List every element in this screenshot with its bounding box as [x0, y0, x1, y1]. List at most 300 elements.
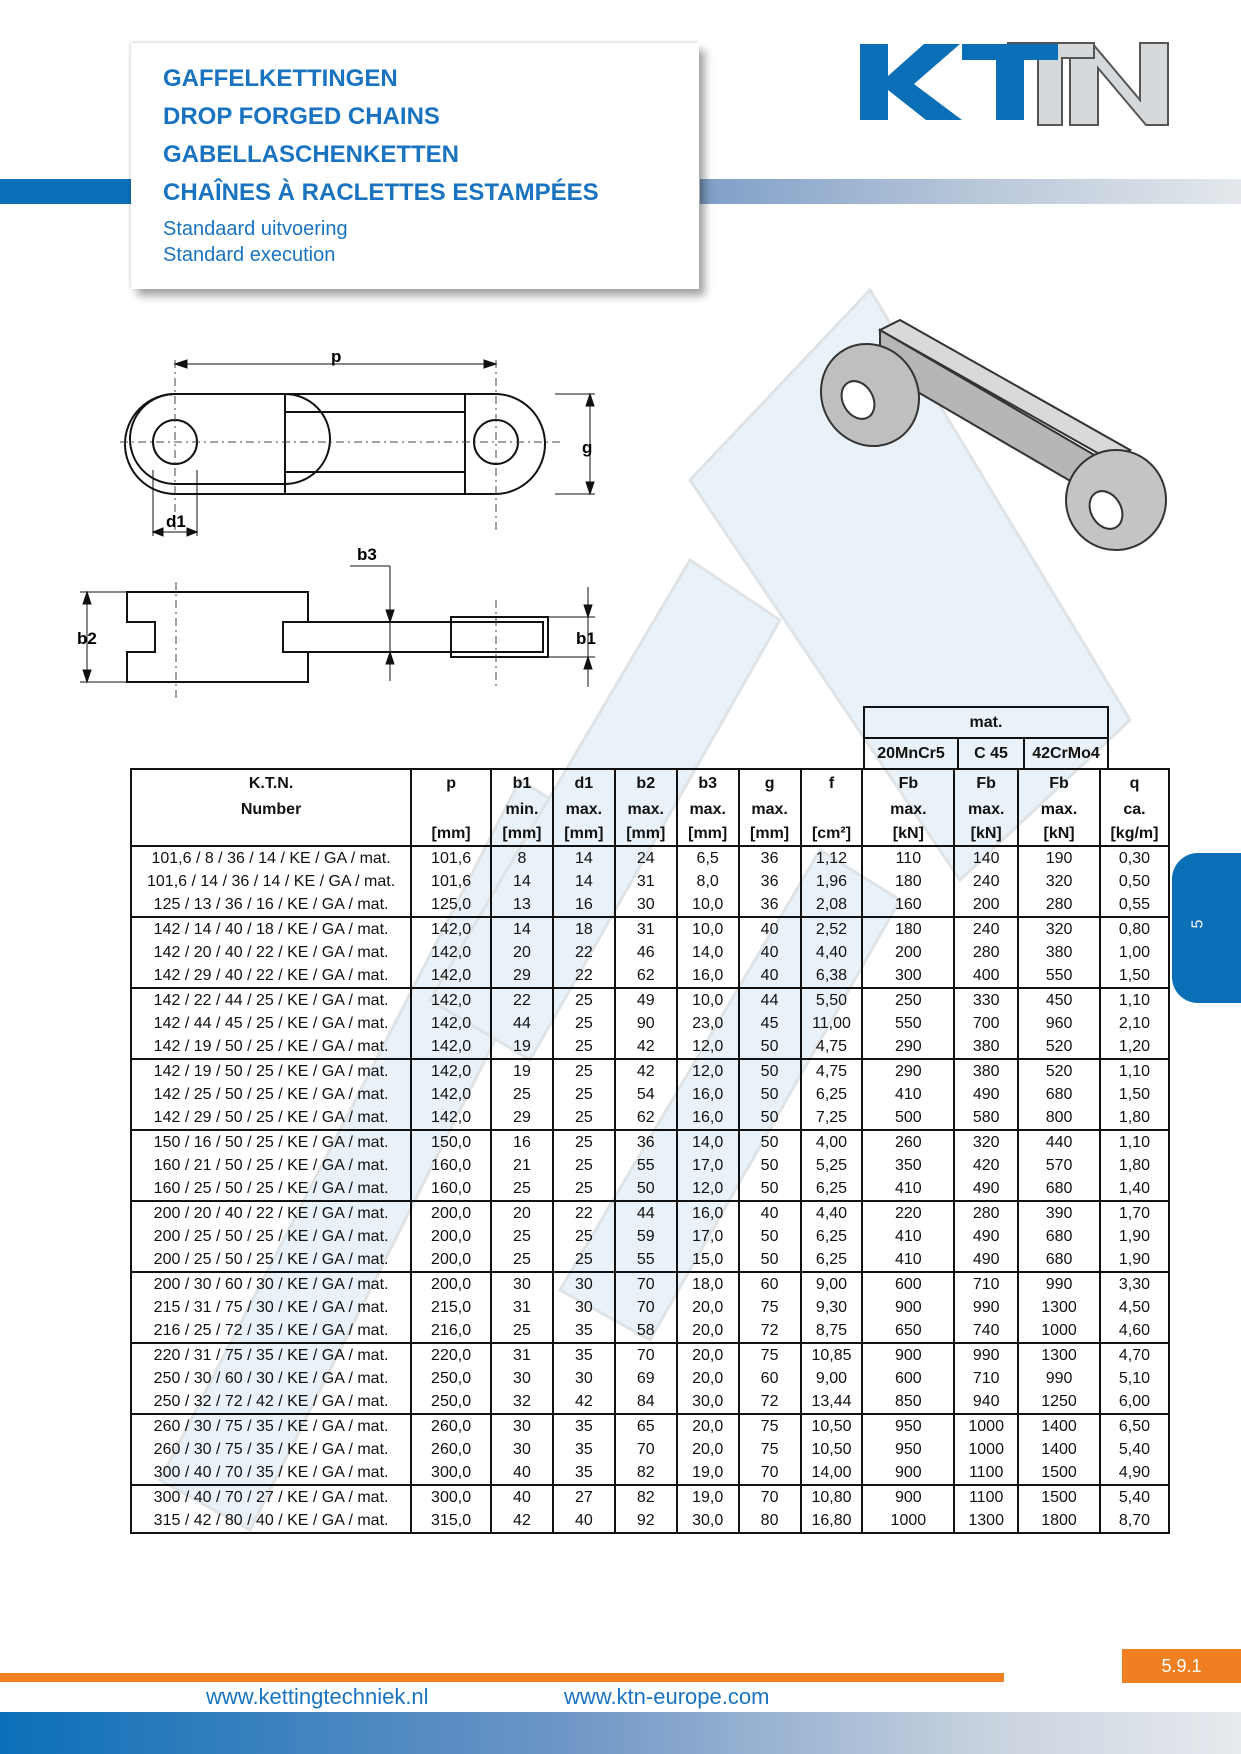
table-cell: 44: [615, 1201, 677, 1225]
table-cell: 250,0: [411, 1367, 491, 1390]
table-cell: 4,75: [801, 1035, 863, 1059]
table-cell: 580: [954, 1106, 1018, 1130]
table-cell: 900: [862, 1485, 954, 1509]
table-cell: 990: [954, 1343, 1018, 1367]
table-cell: 250 / 32 / 72 / 42 / KE / GA / mat.: [131, 1390, 411, 1414]
table-cell: 36: [615, 1130, 677, 1154]
table-cell: 50: [739, 1154, 801, 1177]
table-row: [131, 1248, 1169, 1272]
table-cell: 250,0: [411, 1390, 491, 1414]
table-cell: 70: [615, 1296, 677, 1319]
table-cell: 1300: [1018, 1296, 1100, 1319]
table-cell: 700: [954, 1012, 1018, 1035]
table-cell: 1100: [954, 1485, 1018, 1509]
column-header: f: [801, 769, 863, 797]
table-cell: 30: [491, 1272, 553, 1296]
table-cell: 25: [553, 1106, 615, 1130]
table-cell: 3,30: [1100, 1272, 1169, 1296]
table-cell: 44: [739, 988, 801, 1012]
table-cell: 1000: [862, 1509, 954, 1533]
table-cell: 70: [615, 1343, 677, 1367]
table-cell: 32: [491, 1390, 553, 1414]
table-cell: 200 / 30 / 60 / 30 / KE / GA / mat.: [153, 1276, 389, 1293]
table-cell: 680: [1018, 1248, 1100, 1272]
table-cell: 160,0: [411, 1154, 491, 1177]
table-cell: 62: [615, 964, 677, 988]
table-cell: 1000: [954, 1414, 1018, 1438]
table-cell: 62: [615, 1106, 677, 1130]
table-cell: 5,50: [801, 988, 863, 1012]
table-cell: 14: [553, 870, 615, 893]
table-cell: 200: [862, 941, 954, 964]
label-d1: d1: [166, 512, 186, 531]
table-cell: 1,80: [1100, 1106, 1169, 1130]
table-cell: 490: [954, 1248, 1018, 1272]
table-cell: 13,44: [801, 1390, 863, 1414]
table-cell: 20,0: [677, 1319, 739, 1343]
table-cell: 55: [615, 1154, 677, 1177]
table-cell: 25: [553, 1248, 615, 1272]
table-cell: 220: [862, 1201, 954, 1225]
table-cell: 16,0: [677, 1106, 739, 1130]
table-cell: 8: [491, 846, 553, 870]
table-cell: 29: [491, 1106, 553, 1130]
column-header: [mm]: [677, 821, 739, 846]
table-cell: 142,0: [411, 988, 491, 1012]
table-cell: 142,0: [411, 917, 491, 941]
column-header: [kN]: [1018, 821, 1100, 846]
table-cell: 30: [491, 1414, 553, 1438]
table-cell: 1,12: [801, 846, 863, 870]
table-cell: 50: [739, 1248, 801, 1272]
table-cell: 142 / 29 / 50 / 25 / KE / GA / mat.: [131, 1106, 411, 1130]
table-cell: 29: [491, 964, 553, 988]
table-cell: 710: [954, 1367, 1018, 1390]
table-cell: 20,0: [677, 1414, 739, 1438]
table-cell: 216 / 25 / 72 / 35 / KE / GA / mat.: [131, 1319, 411, 1343]
table-cell: 19,0: [677, 1485, 739, 1509]
footer-orange-line: [0, 1673, 1004, 1682]
table-cell: 18,0: [677, 1272, 739, 1296]
column-header: [mm]: [739, 821, 801, 846]
table-cell: 160 / 21 / 50 / 25 / KE / GA / mat.: [153, 1157, 389, 1174]
table-cell: 6,25: [801, 1225, 863, 1248]
table-row: [131, 988, 1169, 1012]
table-cell: 142,0: [411, 1106, 491, 1130]
table-cell: 2,08: [801, 893, 863, 917]
table-cell: 5,25: [801, 1154, 863, 1177]
table-cell: 550: [1018, 964, 1100, 988]
table-cell: 50: [739, 1083, 801, 1106]
table-row: [131, 1035, 1169, 1059]
table-cell: 24: [615, 846, 677, 870]
table-cell: 9,00: [801, 1272, 863, 1296]
table-cell: 45: [739, 1012, 801, 1035]
table-cell: 42: [615, 1059, 677, 1083]
table-cell: 200,0: [411, 1248, 491, 1272]
table-row: [131, 964, 1169, 988]
label-p: p: [331, 347, 342, 366]
table-cell: 30: [491, 1367, 553, 1390]
table-cell: 1500: [1018, 1485, 1100, 1509]
table-cell: 11,00: [801, 1012, 863, 1035]
table-cell: 25: [553, 1225, 615, 1248]
table-cell: 14,0: [677, 1130, 739, 1154]
table-cell: 1300: [954, 1509, 1018, 1533]
table-cell: 6,25: [801, 1083, 863, 1106]
table-cell: 36: [739, 893, 801, 917]
table-cell: 8,75: [801, 1319, 863, 1343]
table-cell: 2,10: [1100, 1012, 1169, 1035]
table-cell: 19,0: [677, 1461, 739, 1485]
table-cell: 2,52: [801, 917, 863, 941]
table-cell: 160: [862, 893, 954, 917]
table-cell: 30: [491, 1438, 553, 1461]
table-cell: 14: [553, 846, 615, 870]
table-cell: 680: [1018, 1177, 1100, 1201]
table-cell: 101,6: [411, 846, 491, 870]
page-number: 5.9.1: [1122, 1649, 1241, 1683]
column-header: [kg/m]: [1100, 821, 1169, 846]
table-cell: 300 / 40 / 70 / 35 / KE / GA / mat.: [131, 1461, 411, 1485]
column-header: b1: [491, 769, 553, 797]
table-cell: 40: [739, 964, 801, 988]
table-cell: 216,0: [411, 1319, 491, 1343]
table-cell: 1,20: [1100, 1035, 1169, 1059]
table-cell: 142 / 20 / 40 / 22 / KE / GA / mat.: [153, 944, 389, 961]
table-cell: 20,0: [677, 1343, 739, 1367]
table-cell: 25: [553, 1177, 615, 1201]
table-cell: 1500: [1018, 1461, 1100, 1485]
table-row: [131, 1296, 1169, 1319]
column-header: max.: [954, 797, 1018, 821]
table-row: [131, 1106, 1169, 1130]
column-header: g: [739, 769, 801, 797]
table-cell: 40: [491, 1485, 553, 1509]
table-cell: 25: [553, 1012, 615, 1035]
table-cell: 180: [862, 870, 954, 893]
table-cell: 650: [862, 1319, 954, 1343]
table-cell: 30: [615, 893, 677, 917]
table-cell: 75: [739, 1414, 801, 1438]
table-cell: 1,10: [1100, 1130, 1169, 1154]
table-cell: 55: [615, 1248, 677, 1272]
table-cell: 49: [615, 988, 677, 1012]
table-cell: 35: [553, 1319, 615, 1343]
column-header: [411, 797, 491, 821]
table-cell: 142,0: [411, 941, 491, 964]
table-cell: 21: [491, 1154, 553, 1177]
table-row: [131, 1272, 1169, 1296]
table-cell: 280: [1018, 893, 1100, 917]
table-cell: 84: [615, 1390, 677, 1414]
table-cell: 4,70: [1100, 1343, 1169, 1367]
table-cell: 600: [862, 1367, 954, 1390]
chain-link-drawing: [0, 0, 1241, 700]
table-cell: 60: [739, 1272, 801, 1296]
table-cell: 1250: [1018, 1390, 1100, 1414]
column-header: Fb: [862, 769, 954, 797]
column-header: [kN]: [954, 821, 1018, 846]
table-row: [131, 1225, 1169, 1248]
url-kettingtechniek[interactable]: www.kettingtechniek.nl: [206, 1684, 429, 1709]
table-cell: 25: [553, 1035, 615, 1059]
table-cell: 101,6: [411, 870, 491, 893]
table-cell: 4,90: [1100, 1461, 1169, 1485]
table-cell: 1000: [954, 1438, 1018, 1461]
table-cell: 12,0: [677, 1035, 739, 1059]
table-cell: 20,0: [677, 1438, 739, 1461]
table-cell: 50: [739, 1225, 801, 1248]
table-cell: 25: [553, 1130, 615, 1154]
table-cell: 60: [739, 1367, 801, 1390]
table-cell: 50: [739, 1130, 801, 1154]
table-cell: 58: [615, 1319, 677, 1343]
column-header: [cm²]: [801, 821, 863, 846]
table-cell: 220,0: [411, 1343, 491, 1367]
column-header: b2: [615, 769, 677, 797]
table-row: [131, 941, 1169, 964]
label-b1: b1: [576, 629, 596, 648]
table-cell: 70: [615, 1438, 677, 1461]
table-cell: 59: [615, 1225, 677, 1248]
table-cell: 142 / 19 / 50 / 25 / KE / GA / mat.: [153, 1063, 389, 1080]
table-row: [131, 1130, 1169, 1154]
table-row: [131, 1438, 1169, 1461]
table-cell: 990: [1018, 1367, 1100, 1390]
table-cell: 25: [553, 1083, 615, 1106]
table-cell: 5,10: [1100, 1367, 1169, 1390]
table-cell: 10,50: [801, 1438, 863, 1461]
table-cell: 20,0: [677, 1296, 739, 1319]
table-cell: 300,0: [411, 1461, 491, 1485]
table-cell: 35: [553, 1414, 615, 1438]
column-header: p: [411, 769, 491, 797]
url-ktn-europe[interactable]: www.ktn-europe.com: [564, 1684, 770, 1709]
table-cell: 300 / 40 / 70 / 27 / KE / GA / mat.: [153, 1489, 389, 1506]
table-cell: 900: [862, 1296, 954, 1319]
table-cell: 25: [491, 1083, 553, 1106]
table-cell: 12,0: [677, 1059, 739, 1083]
table-cell: 250: [862, 988, 954, 1012]
table-cell: 18: [553, 917, 615, 941]
table-cell: 680: [1018, 1225, 1100, 1248]
table-cell: 200 / 25 / 50 / 25 / KE / GA / mat.: [131, 1248, 411, 1272]
table-cell: 25: [553, 988, 615, 1012]
table-cell: 1,00: [1100, 941, 1169, 964]
column-header: ca.: [1100, 797, 1169, 821]
table-cell: 190: [1018, 846, 1100, 870]
table-cell: 4,50: [1100, 1296, 1169, 1319]
table-cell: 72: [739, 1319, 801, 1343]
table-cell: 490: [954, 1177, 1018, 1201]
table-cell: 4,40: [801, 941, 863, 964]
table-cell: 300: [862, 964, 954, 988]
table-cell: 142 / 44 / 45 / 25 / KE / GA / mat.: [153, 1015, 389, 1032]
table-cell: 490: [954, 1225, 1018, 1248]
table-cell: 101,6 / 8 / 36 / 14 / KE / GA / mat.: [151, 850, 391, 867]
table-cell: 1,50: [1100, 964, 1169, 988]
table-cell: 125 / 13 / 36 / 16 / KE / GA / mat.: [131, 893, 411, 917]
table-row: [131, 1083, 1169, 1106]
table-cell: 14: [491, 870, 553, 893]
table-cell: 320: [954, 1130, 1018, 1154]
table-cell: 42: [491, 1509, 553, 1533]
table-cell: 5,40: [1100, 1438, 1169, 1461]
table-cell: 220 / 31 / 75 / 35 / KE / GA / mat.: [153, 1347, 389, 1364]
table-cell: 25: [553, 1154, 615, 1177]
material-42crmo4: 42CrMo4: [1024, 738, 1108, 769]
table-cell: 35: [553, 1461, 615, 1485]
column-header: max.: [677, 797, 739, 821]
table-cell: 22: [491, 988, 553, 1012]
table-cell: 8,70: [1100, 1509, 1169, 1533]
table-cell: 25: [491, 1177, 553, 1201]
table-cell: 240: [954, 870, 1018, 893]
table-cell: 142,0: [411, 1035, 491, 1059]
table-cell: 10,0: [677, 893, 739, 917]
table-cell: 10,0: [677, 988, 739, 1012]
subtitle-line-2: Standard execution: [163, 244, 336, 266]
table-cell: 150,0: [411, 1130, 491, 1154]
table-cell: 22: [553, 941, 615, 964]
table-cell: 1400: [1018, 1414, 1100, 1438]
table-cell: 200 / 25 / 50 / 25 / KE / GA / mat.: [153, 1228, 389, 1245]
table-cell: 160,0: [411, 1177, 491, 1201]
table-cell: 7,25: [801, 1106, 863, 1130]
table-cell: 50: [739, 1177, 801, 1201]
table-cell: 44: [491, 1012, 553, 1035]
table-cell: 14: [491, 917, 553, 941]
column-header: Fb: [954, 769, 1018, 797]
table-cell: 410: [862, 1177, 954, 1201]
table-cell: 30: [553, 1296, 615, 1319]
column-header: max.: [1018, 797, 1100, 821]
table-cell: 6,5: [677, 846, 739, 870]
table-cell: 260: [862, 1130, 954, 1154]
table-cell: 440: [1018, 1130, 1100, 1154]
table-cell: 5,40: [1100, 1485, 1169, 1509]
table-cell: 380: [1018, 941, 1100, 964]
table-cell: 142,0: [411, 1083, 491, 1106]
table-cell: 16,0: [677, 1083, 739, 1106]
table-cell: 13: [491, 893, 553, 917]
table-cell: 25: [491, 1319, 553, 1343]
table-cell: 142,0: [411, 1012, 491, 1035]
table-cell: 23,0: [677, 1012, 739, 1035]
column-header: d1: [553, 769, 615, 797]
column-header: Fb: [1018, 769, 1100, 797]
table-cell: 25: [491, 1248, 553, 1272]
table-cell: 14,00: [801, 1461, 863, 1485]
table-cell: 70: [739, 1461, 801, 1485]
table-cell: 0,30: [1100, 846, 1169, 870]
table-cell: 6,25: [801, 1248, 863, 1272]
table-cell: 1,90: [1100, 1248, 1169, 1272]
table-cell: 400: [954, 964, 1018, 988]
table-cell: 900: [862, 1343, 954, 1367]
table-cell: 320: [1018, 917, 1100, 941]
chapter-tab[interactable]: [1172, 853, 1241, 1003]
table-cell: 125,0: [411, 893, 491, 917]
table-cell: 160 / 25 / 50 / 25 / KE / GA / mat.: [131, 1177, 411, 1201]
table-cell: 40: [739, 941, 801, 964]
table-cell: 20: [491, 1201, 553, 1225]
table-cell: 46: [615, 941, 677, 964]
table-cell: 1300: [1018, 1343, 1100, 1367]
table-cell: 260 / 30 / 75 / 35 / KE / GA / mat.: [153, 1441, 389, 1458]
table-cell: 710: [954, 1272, 1018, 1296]
table-cell: 12,0: [677, 1177, 739, 1201]
table-cell: 30: [553, 1272, 615, 1296]
table-cell: 1,10: [1100, 988, 1169, 1012]
material-20mncr5: 20MnCr5: [877, 744, 945, 762]
table-cell: 70: [615, 1272, 677, 1296]
material-header: [863, 706, 1109, 770]
table-header-row: [131, 797, 1169, 821]
table-cell: 10,50: [801, 1414, 863, 1438]
table-cell: 75: [739, 1438, 801, 1461]
table-cell: 31: [491, 1296, 553, 1319]
table-cell: 19: [491, 1059, 553, 1083]
table-cell: 82: [615, 1461, 677, 1485]
table-cell: 900: [862, 1461, 954, 1485]
table-cell: 10,80: [801, 1485, 863, 1509]
table-cell: 950: [862, 1438, 954, 1461]
table-cell: 1400: [1018, 1438, 1100, 1461]
table-cell: 30,0: [677, 1390, 739, 1414]
table-cell: 9,00: [801, 1367, 863, 1390]
table-cell: 320: [1018, 870, 1100, 893]
chapter-tab-label: 5: [1189, 919, 1207, 929]
column-header: K.T.N.: [248, 775, 294, 792]
table-cell: 16: [553, 893, 615, 917]
table-cell: 280: [954, 1201, 1018, 1225]
table-cell: 40: [553, 1509, 615, 1533]
title-line-2: DROP FORGED CHAINS: [163, 103, 440, 130]
table-cell: 390: [1018, 1201, 1100, 1225]
table-cell: 142,0: [411, 1059, 491, 1083]
table-cell: 4,60: [1100, 1319, 1169, 1343]
table-cell: 1800: [1018, 1509, 1100, 1533]
table-cell: 260 / 30 / 75 / 35 / KE / GA / mat.: [153, 1418, 389, 1435]
table-cell: 22: [553, 1201, 615, 1225]
table-row: [131, 1177, 1169, 1201]
table-cell: 35: [553, 1438, 615, 1461]
table-cell: 420: [954, 1154, 1018, 1177]
table-cell: 150 / 16 / 50 / 25 / KE / GA / mat.: [153, 1134, 389, 1151]
table-cell: 680: [1018, 1083, 1100, 1106]
table-cell: 800: [1018, 1106, 1100, 1130]
table-cell: 6,25: [801, 1177, 863, 1201]
table-cell: 0,80: [1100, 917, 1169, 941]
table-row: [131, 1414, 1169, 1438]
table-cell: 75: [739, 1343, 801, 1367]
table-cell: 200 / 20 / 40 / 22 / KE / GA / mat.: [153, 1205, 389, 1222]
table-cell: 1100: [954, 1461, 1018, 1485]
table-cell: 380: [954, 1059, 1018, 1083]
table-cell: 960: [1018, 1012, 1100, 1035]
material-c45: C 45: [958, 738, 1024, 769]
table-cell: 1,80: [1100, 1154, 1169, 1177]
table-cell: 17,0: [677, 1225, 739, 1248]
column-header: [kN]: [862, 821, 954, 846]
table-cell: 27: [553, 1485, 615, 1509]
table-cell: 42: [615, 1035, 677, 1059]
table-cell: 4,75: [801, 1059, 863, 1083]
column-header: [mm]: [553, 821, 615, 846]
table-cell: 1,10: [1100, 1059, 1169, 1083]
